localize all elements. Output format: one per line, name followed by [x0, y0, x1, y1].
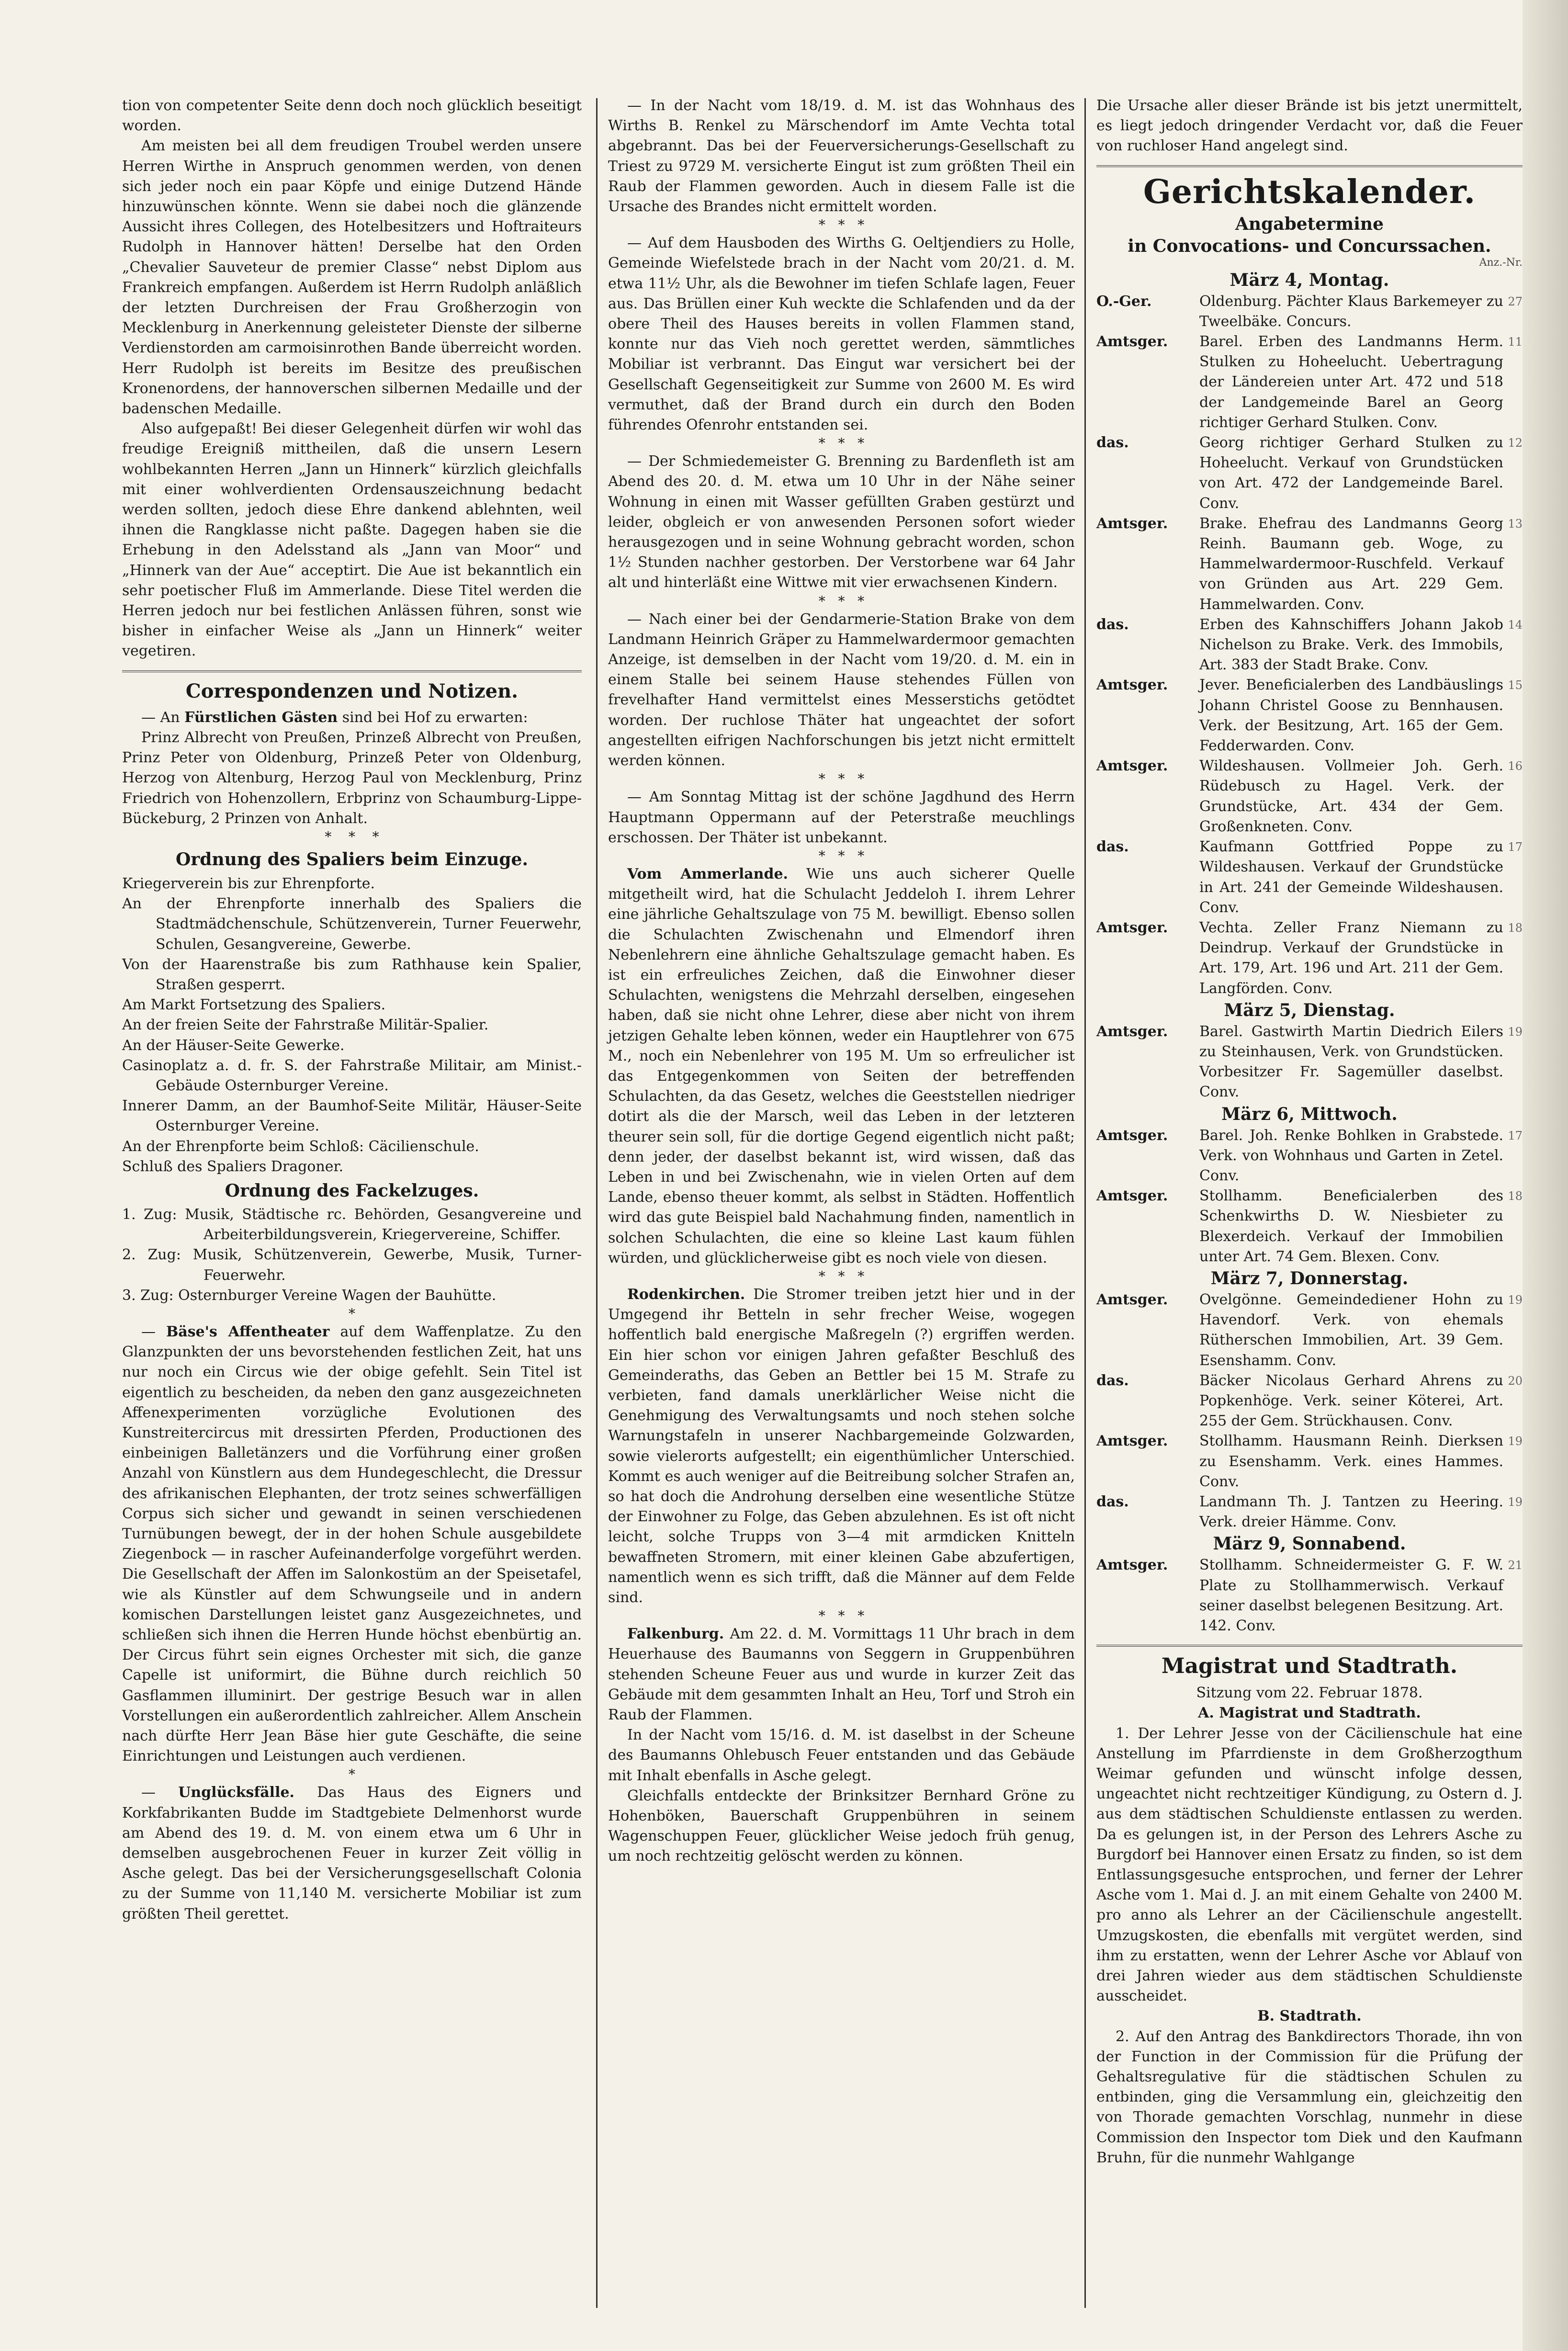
article-text: Vom Ammerlande. Wie uns auch sicherer Quelle mitgetheilt wird, hat die Schulacht Jeddeloh I. ihrem Lehrer eine jährliche Gehaltszulage von 75 M. bewilligt. Ebenso sollen die Schulachten Zwischenahn und Elmendorf ihren Nebenlehrern eine ähnliche Gehaltszulage gemacht haben. Es ist ein erfreuliches Zeichen, daß die Einwohner dieser Schulachten, wenigstens die Mehrzahl derselben, eingesehen haben, daß sie nicht ohne Lehrer, diese aber nicht von ihrem jetzigen Gehalte leben können, weder ein Hauptlehrer von 675 M., noch ein Nebenlehrer von 195 M. Um so erfreulicher ist das Entgegenkommen von Seiten der betreffenden Schulachten, da das Gesetz, welches die Geeststellen niedriger dotirt als die der Marsch, weil das Leben in der letzteren theurer sein soll, für die dortige Gegend eigentlich nicht paßt; denn jeder, der daselbst bekannt ist, wird wissen, daß das Leben in und bei Zwischenahn, wie in vielen Orten auf dem Lande, ebenso theuer kommt, als selbst in Städten. Hoffentlich wird das gute Beispiel bald Nachahmung finden, namentlich in solchen Schulachten, die eine so kleine Last kaum fühlen würden, und glücklicherweise gibt es noch viele von diesen. — [608, 865, 1075, 1266]
calendar-day-heading: März 7, Donnerstag. — [1210, 1268, 1409, 1289]
court-name: Amtsger. — [1096, 1433, 1168, 1450]
calendar-entry — [1096, 1431, 1523, 1492]
column-2 — [608, 96, 1075, 2313]
entry-text: Georg richtiger Gerhard Stulken zu Hoheelucht. Verkauf von Grundstücken von Art. 472 der Landgemeinde Barel. Conv. — [1199, 434, 1503, 512]
entry-text: Stollhamm. Beneficialerben des Schenkwirths D. W. Niesbieter zu Blexerdeich. Verkauf der Immobilien unter Art. 74 Gem. Blexen. Conv. — [1199, 1187, 1503, 1265]
entry-number: 27 — [1508, 294, 1523, 308]
list-item: Kriegerverein bis zur Ehrenpforte. — [122, 875, 375, 892]
session-date: Sitzung vom 22. Februar 1878. — [1196, 1684, 1423, 1702]
calendar-entry — [1096, 918, 1523, 999]
list-item: 3. Zug: Osternburger Vereine Wagen der Bauhütte. — [122, 1287, 496, 1304]
calendar-entry — [1096, 332, 1523, 433]
calendar-entry — [1096, 1371, 1523, 1432]
court-name: Amtsger. — [1096, 677, 1168, 694]
entry-number: 19 — [1508, 1293, 1523, 1307]
court-calendar-title: Gerichtskalender. — [1143, 172, 1476, 211]
calendar-entry — [1096, 1555, 1523, 1636]
court-name: Amtsger. — [1096, 1127, 1168, 1144]
entry-text: Oldenburg. Pächter Klaus Barkemeyer zu Tweelbäke. Concurs. — [1199, 293, 1503, 330]
entry-text: Barel. Joh. Renke Bohlken in Grabstede. Verk. von Wohnhaus und Garten in Zetel. Conv. — [1199, 1127, 1503, 1184]
section-title: Magistrat und Stadtrath. — [1161, 1654, 1458, 1679]
entry-number: 11 — [1508, 335, 1523, 349]
entry-text: Barel. Erben des Landmanns Herm. Stulken zu Hoheelucht. Uebertragung der Ländereien unter Art. 472 und 518 der Landgemeinde Barel an Georg richtiger Gerhard Stulken. Conv. — [1199, 333, 1503, 431]
column-rule-right — [1084, 98, 1086, 2308]
entry-text: Brake. Ehefrau des Landmanns Georg Reinh. Baumann geb. Woge, zu Hammelwardermoor-Ruschfeld. Verkauf von Gründen aus Art. 229 Gem. Hammelwarden. Conv. — [1199, 515, 1503, 613]
article-text: Rodenkirchen. Die Stromer treiben jetzt hier und in der Umgegend ihr Betteln in sehr frecher Weise, wogegen hoffentlich bald energische Maßregeln (?) ergriffen werden. Ein hier schon vor einigen Jahren gefaßter Beschluß des Gemeinderaths, das Geben an Bettler bei 15 M. Strafe zu verbieten, fand damals unerklärlicher Weise nicht die Genehmigung des Verwaltungsamts und noch stehen solche Warnungstafeln in unserer Nachbargemeinde Golzwarden, sowie vielerorts aufgestellt; ein eigenthümlicher Unterschied. Kommt es auch weniger auf die Beitreibung solcher Strafen an, so hat doch die Androhung derselben eine wesentliche Stütze der Einwohner zu Folge, das Geben abzulehnen. Es ist oft nicht leicht, solche Trupps von 3—4 mit armdicken Knitteln bewaffneten Stromern, mit einer kleinen Gabe abzufertigen, namentlich wenn es sich trifft, daß die Männer auf dem Felde sind. — [608, 1286, 1075, 1606]
article-text: 2. Auf den Antrag des Bankdirectors Thorade, ihn von der Function in der Commission für die Prüfung der Gehaltsregulative für die städtischen Schulen zu entbinden, ging die Versammlung ein, gleichzeitig den von Thorade gemachten Vorschlag, nunmehr in diese Commission den Inspector tom Diek und den Kaufmann Bruhn, für die nunmehr Wahlgange — [1096, 2028, 1523, 2166]
calendar-entry — [1096, 433, 1523, 514]
list-item: An der Ehrenpforte beim Schloß: Cäcilienschule. — [122, 1138, 479, 1155]
calendar-entry — [1096, 756, 1523, 837]
section-divider — [1096, 1645, 1523, 1647]
section-divider — [1096, 165, 1523, 167]
separator-stars: * * * — [818, 1608, 865, 1624]
entry-number: 17 — [1508, 840, 1523, 854]
entry-text: Stollhamm. Schneidermeister G. F. W. Plate zu Stollhammerwisch. Verkauf seiner daselbst belegenen Besitzung. Art. 142. Conv. — [1199, 1557, 1503, 1634]
calendar-day-heading: März 9, Sonnabend. — [1213, 1534, 1406, 1554]
article-text: Falkenburg. Am 22. d. M. Vormittags 11 Uhr brach in dem Heuerhause des Baumanns von Seggern in Gruppenbühren stehenden Scheune Feuer aus und wurde in kurzer Zeit das Gebäude mit dem gesammten Inhalt an Heu, Torf und Stroh ein Raub der Flammen. — [608, 1626, 1075, 1724]
entry-number: 14 — [1508, 618, 1523, 632]
entry-text: Wildeshausen. Vollmeier Joh. Gerh. Rüdebusch zu Hagel. Verk. der Grundstücke, Art. 434 der Gem. Großenkneten. Conv. — [1199, 757, 1503, 835]
article-text: Also aufgepaßt! Bei dieser Gelegenheit dürfen wir wohl das freudige Ereigniß mittheilen, daß die unsern Lesern wohlbekannten Herren „Jann un Hinnerk“ kürzlich gleichfalls mit einer wohlverdienten Ordensauszeichnung bedacht werden sollten, jedoch diese Ehre dankend ablehnten, weil ihnen die Rangklasse nicht paßte. Dagegen haben sie die Erhebung in den Adelsstand als „Jann van Moor“ und „Hinnerk van der Aue“ acceptirt. Die Aue ist bekanntlich ein sehr poetischer Fluß im Ammerlande. Diese Titel werden die Herren jedoch nur bei festlichen Anlässen führen, sonst wie bisher in einfacher Weise als „Jann un Hinnerk“ weiter vegetiren. — [122, 420, 582, 660]
entry-text: Erben des Kahnschiffers Johann Jakob Nichelson zu Brake. Verk. des Immobils, Art. 383 der Stadt Brake. Conv. — [1199, 616, 1503, 674]
entry-text: Vechta. Zeller Franz Niemann zu Deindrup. Verkauf der Grundstücke in Art. 179, Art. 196 und Art. 211 der Gem. Langförden. Conv. — [1199, 919, 1503, 997]
court-name: das. — [1096, 616, 1129, 633]
entry-number: 18 — [1508, 1189, 1523, 1203]
court-name: O.-Ger. — [1096, 293, 1152, 310]
calendar-entry — [1096, 1022, 1523, 1103]
list-item: 2. Zug: Musik, Schützenverein, Gewerbe, Musik, Turner-Feuerwehr. — [122, 1246, 582, 1284]
article-text: Die Ursache aller dieser Brände ist bis jetzt unermittelt, es liegt jedoch dringender Verdacht vor, daß die Feuer von ruchloser Hand angelegt sind. — [1096, 97, 1523, 155]
article-text: — Nach einer bei der Gendarmerie-Station Brake von dem Landmann Heinrich Gräper zu Hammelwardermoor gemachten Anzeige, ist demselben in der Nacht vom 19/20. d. M. ein in einem Stalle bei seinem Hause stehendes Füllen von frevelhafter Hand vermittelst eines Messerstichs getödtet worden. Der ruchlose Thäter hat ungeachtet der sofort angestellten eifrigen Nachforschungen bis jetzt nicht ermittelt werden können. — [608, 610, 1075, 769]
article-text: tion von competenter Seite denn doch noch glücklich beseitigt worden. — [122, 97, 582, 135]
calendar-entry — [1096, 837, 1523, 918]
separator-stars: * — [349, 1766, 355, 1783]
court-name: das. — [1096, 1493, 1129, 1510]
column-label: Anz.-Nr. — [1479, 256, 1523, 269]
calendar-day-heading: März 6, Mittwoch. — [1221, 1104, 1398, 1124]
court-name: Amtsger. — [1096, 515, 1168, 532]
article-text: Gleichfalls entdeckte der Brinksitzer Bernhard Gröne zu Hohenböken, Bauerschaft Gruppenbühren in seinem Wagenschuppen Feuer, glücklicher Weise jedoch früh genug, um noch rechtzeitig gelöscht werden zu können. — [608, 1787, 1075, 1865]
list-item: An der Häuser-Seite Gewerke. — [122, 1037, 345, 1054]
article-text: Prinz Albrecht von Preußen, Prinzeß Albrecht von Preußen, Prinz Peter von Oldenburg, Prinzeß Peter von Oldenburg, Herzog von Altenburg, Herzog Paul von Mecklenburg, Prinz Friedrich von Hohenzollern, Erbprinz von Schaumburg-Lippe-Bückeburg, 2 Prinzen von Anhalt. — [122, 729, 582, 827]
section-divider — [122, 670, 582, 672]
court-name: Amtsger. — [1096, 1291, 1168, 1308]
entry-text: Barel. Gastwirth Martin Diedrich Eilers zu Steinhausen, Verk. von Grundstücken. Vorbesitzer Fr. Sagemüller daselbst. Conv. — [1199, 1023, 1503, 1101]
court-name: Amtsger. — [1096, 333, 1168, 350]
separator-stars: * — [349, 1305, 355, 1322]
calendar-day-heading: März 5, Dienstag. — [1224, 1000, 1395, 1020]
separator-stars: * * * — [818, 848, 865, 864]
court-name: Amtsger. — [1096, 757, 1168, 775]
court-name: das. — [1096, 434, 1129, 452]
article-text: — Unglücksfälle. Das Haus des Eigners und Korkfabrikanten Budde im Stadtgebiete Delmenhorst wurde am Abend des 19. d. M. von einem etwa um 6 Uhr in demselben ausgebrochenen Feuer in kurzer Zeit völlig in Asche gelegt. Das bei der Versicherungsgesellschaft Colonia zu der Summe von 11,140 M. versicherte Mobiliar ist zum größten Theil gerettet. — [122, 1784, 582, 1922]
entry-number: 12 — [1508, 436, 1523, 450]
article-text: — Der Schmiedemeister G. Brenning zu Bardenfleth ist am Abend des 20. d. M. etwa um 10 Uhr in der Nähe seiner Wohnung in einen mit Wasser gefüllten Graben gestürzt und leider, obgleich er von anwesenden Personen sofort wieder herausgezogen und in seine Wohnung gebracht worden, schon 1½ Stunden nachher gestorben. Der Verstorbene war 64 Jahr alt und hinterläßt eine Wittwe mit vier erwachsenen Kindern. — [608, 453, 1075, 591]
entry-text: Jever. Beneficialerben des Landbäuslings Johann Christel Goose zu Bennhausen. Verk. der Besitzung, Art. 165 der Gem. Fedderwarden. Conv. — [1199, 677, 1503, 755]
list-item: 1. Zug: Musik, Städtische rc. Behörden, Gesangvereine und Arbeiterbildungsverein, Kriegervereine, Schiffer. — [122, 1206, 582, 1243]
column-rule-left — [596, 98, 598, 2308]
section-title: Correspondenzen und Notizen. — [185, 679, 519, 702]
calendar-entry — [1096, 1186, 1523, 1267]
court-name: Amtsger. — [1096, 1187, 1168, 1205]
list-item: Casinoplatz a. d. fr. S. der Fahrstraße Militair, am Minist.-Gebäude Osternburger Vereine. — [122, 1057, 582, 1094]
entry-number: 17 — [1508, 1129, 1523, 1142]
article-text: — Bäse's Affentheater auf dem Waffenplatze. Zu den Glanzpunkten der uns bevorstehenden festlichen Zeit, hat uns nur noch ein Circus wie der obige gefehlt. Sein Titel ist eigentlich zu bescheiden, da neben den ganz ausgezeichneten Affenexperimenten vorzügliche Evolutionen des Kunstreitercircus mit dressirten Pferden, Productionen des einbeinigen Balletänzers und die Vorführung einer großen Anzahl von Künstlern aus dem Hundegeschlecht, die Dressur des afrikanischen Elephanten, der trotz seines schwerfälligen Corpus sich sicher und gewandt in seinen verschiedenen Turnübungen bewegt, der in der hohen Schule ausgebildete Ziegenbock — in rascher Aufeinanderfolge vorgeführt werden. Die Gesellschaft der Affen im Salonkostüm an der Speisetafel, wie als Künstler auf dem Schwungseile und in andern komischen Darstellungen leistet ganz Ausgezeichnetes, und schließen sich ihnen die Herren Hunde höchst ebenbürtig an. Der Circus führt sein eignes Orchester mit sich, die ganze Capelle ist uniformirt, die Bühne durch reichlich 50 Gasflammen illuminirt. Der gestrige Besuch war in allen Vorstellungen ein außerordentlich zahlreicher. Allem Anschein nach dürfte Herr Jean Bäse hier gute Geschäfte, die seine Einrichtungen und Leistungen auch verdienen. — [122, 1323, 582, 1765]
list-item: Von der Haarenstraße bis zum Rathhause kein Spalier, Straßen gesperrt. — [122, 956, 582, 993]
court-calendar — [1096, 269, 1523, 1637]
entry-number: 15 — [1508, 678, 1523, 692]
article-text: Am meisten bei all dem freudigen Troubel werden unsere Herren Wirthe in Anspruch genommen werden, von denen sich jeder noch ein paar Köpfe und einige Dutzend Hände hinzuwünschen könnte. Wenn sie dabei noch die glänzende Aussicht ihres Collegen, des Hotelbesitzers und Hoftraiteurs Rudolph in Hannover hätten! Derselbe hat den Orden „Chevalier Sauveteur de premier Classe“ nebst Diplom aus Frankreich empfangen. Außerdem ist Herrn Rudolph anläßlich der letzten Durchreisen der Frau Großherzogin von Mecklenburg in Anerkennung geleisteter Dienste der silberne Verdienstorden am carmoisinrothen Bande überreicht worden. Herr Rudolph ist bereits im Besitze des preußischen Kronenordens, der hannoverschen silbernen Medaille und der badenschen Medaille. — [122, 137, 582, 418]
article-text: In der Nacht vom 15/16. d. M. ist daselbst in der Scheune des Baumanns Ohlebusch Feuer entstanden und das Gebäude mit Inhalt ebenfalls in Asche gelegt. — [608, 1727, 1075, 1784]
calendar-day-heading: März 4, Montag. — [1230, 270, 1389, 290]
section-title: Ordnung des Fackelzuges. — [225, 1180, 479, 1201]
list-item: Schluß des Spaliers Dragoner. — [122, 1158, 344, 1175]
separator-stars: * * * — [818, 1268, 865, 1284]
court-name: das. — [1096, 1372, 1129, 1389]
article-text: — Auf dem Hausboden des Wirths G. Oeltjendiers zu Holle, Gemeinde Wiefelstede brach in der Nacht vom 20/21. d. M. etwa 11½ Uhr, als die Bewohner im tiefen Schlafe lagen, Feuer aus. Das Brüllen einer Kuh weckte die Schlafenden und da der obere Theil des Hauses bereits in vollen Flammen stand, konnte nur das Vieh noch gerettet werden, sämmtliches Mobiliar ist verbrannt. Das Eingut war versichert bei der Gesellschaft Gegenseitigkeit zur Summe von 2600 M. Es wird vermuthet, daß der Brand durch ein durch den Boden führendes Ofenrohr entstanden sei. — [608, 235, 1075, 434]
separator-stars: * * * — [818, 217, 865, 233]
list-item: An der Ehrenpforte innerhalb des Spaliers die Stadtmädchenschule, Schützenverein, Turner Feuerwehr, Schulen, Gesangvereine, Gewerbe. — [122, 895, 582, 953]
column-1 — [122, 96, 582, 2313]
separator-stars: * * * — [818, 771, 865, 787]
calendar-entry — [1096, 514, 1523, 615]
court-calendar-subtitle: in Convocations- und Concurssachen. — [1128, 236, 1491, 256]
entry-number: 13 — [1508, 517, 1523, 531]
entry-number: 19 — [1508, 1495, 1523, 1509]
list-item: Am Markt Fortsetzung des Spaliers. — [122, 996, 386, 1014]
entry-text: Stollhamm. Hausmann Reinh. Dierksen zu Esenshamm. Verk. eines Hammes. Conv. — [1199, 1433, 1503, 1490]
page-edge — [1523, 0, 1568, 2351]
calendar-entry — [1096, 1290, 1523, 1371]
entry-number: 19 — [1508, 1025, 1523, 1039]
entry-text: Kaufmann Gottfried Poppe zu Wildeshausen. Verkauf der Grundstücke in Art. 241 der Gemeinde Wildeshausen. Conv. — [1199, 838, 1503, 916]
court-calendar-subtitle: Angabetermine — [1235, 214, 1384, 234]
calendar-entry — [1096, 1492, 1523, 1532]
column-3 — [1096, 96, 1523, 2313]
entry-text: Landmann Th. J. Tantzen zu Heering. Verk. dreier Hämme. Conv. — [1199, 1493, 1503, 1531]
entry-number: 20 — [1508, 1374, 1523, 1388]
court-name: Amtsger. — [1096, 1023, 1168, 1040]
section-title: Ordnung des Spaliers beim Einzuge. — [175, 849, 528, 870]
article-text: — An Fürstlichen Gästen sind bei Hof zu erwarten: — [141, 709, 528, 726]
subsection-title: B. Stadtrath. — [1257, 2008, 1362, 2025]
entry-number: 19 — [1508, 1435, 1523, 1448]
entry-number: 18 — [1508, 921, 1523, 935]
article-text: — Am Sonntag Mittag ist der schöne Jagdhund des Herrn Hauptmann Oppermann auf der Peterstraße meuchlings erschossen. Der Thäter ist unbekannt. — [608, 789, 1075, 846]
calendar-entry — [1096, 1126, 1523, 1187]
court-name: Amtsger. — [1096, 1557, 1168, 1574]
entry-text: Ovelgönne. Gemeindediener Hohn zu Havendorf. Verk. von ehemals Rütherschen Immobilien, Art. 39 Gem. Esenshamm. Conv. — [1199, 1291, 1503, 1369]
calendar-entry — [1096, 292, 1523, 332]
separator-stars: * * * — [325, 828, 379, 845]
entry-text: Bäcker Nicolaus Gerhard Ahrens zu Popkenhöge. Verk. seiner Köterei, Art. 255 der Gem. Strückhausen. Conv. — [1199, 1372, 1503, 1430]
separator-stars: * * * — [818, 435, 865, 452]
entry-number: 21 — [1508, 1559, 1523, 1572]
list-item: An der freien Seite der Fahrstraße Militär-Spalier. — [122, 1017, 489, 1034]
calendar-entry — [1096, 615, 1523, 676]
article-text: 1. Der Lehrer Jesse von der Cäcilienschule hat eine Anstellung im Pfarrdienste in dem Großherzogthum Weimar gefunden und wünscht infolge dessen, ungeachtet nicht rechtzeitiger Kündigung, zu Ostern d. J. aus dem städtischen Schuldienste entlassen zu werden. Da es gelungen ist, in der Person des Lehrers Asche zu Burgdorf bei Hannover einen Ersatz zu finden, so ist dem Entlassungsgesuche entsprochen, und ferner der Lehrer Asche vom 1. Mai d. J. an mit einem Gehalte von 2400 M. pro anno als Lehrer an der Cäcilienschule angestellt. Umzugskosten, die ebenfalls mit vergütet werden, sind ihm zu erstatten, wenn der Lehrer Asche vor Ablauf von drei Jahren wieder aus dem städtischen Schuldienste ausscheidet. — [1096, 1725, 1523, 2005]
court-name: Amtsger. — [1096, 919, 1168, 936]
separator-stars: * * * — [818, 593, 865, 609]
subsection-title: A. Magistrat und Stadtrath. — [1198, 1705, 1421, 1722]
entry-number: 16 — [1508, 759, 1523, 773]
court-name: das. — [1096, 838, 1129, 856]
calendar-entry — [1096, 675, 1523, 756]
article-text: — In der Nacht vom 18/19. d. M. ist das Wohnhaus des Wirths B. Renkel zu Märschendorf im Amte Vechta total abgebrannt. Das bei der Feuerversicherungs-Gesellschaft zu Triest zu 9729 M. versicherte Eingut ist zum größten Theil ein Raub der Flammen geworden. Auch in diesem Falle ist die Ursache des Brandes nicht ermittelt worden. — [608, 97, 1075, 215]
list-item: Innerer Damm, an der Baumhof-Seite Militär, Häuser-Seite Osternburger Vereine. — [122, 1097, 582, 1135]
